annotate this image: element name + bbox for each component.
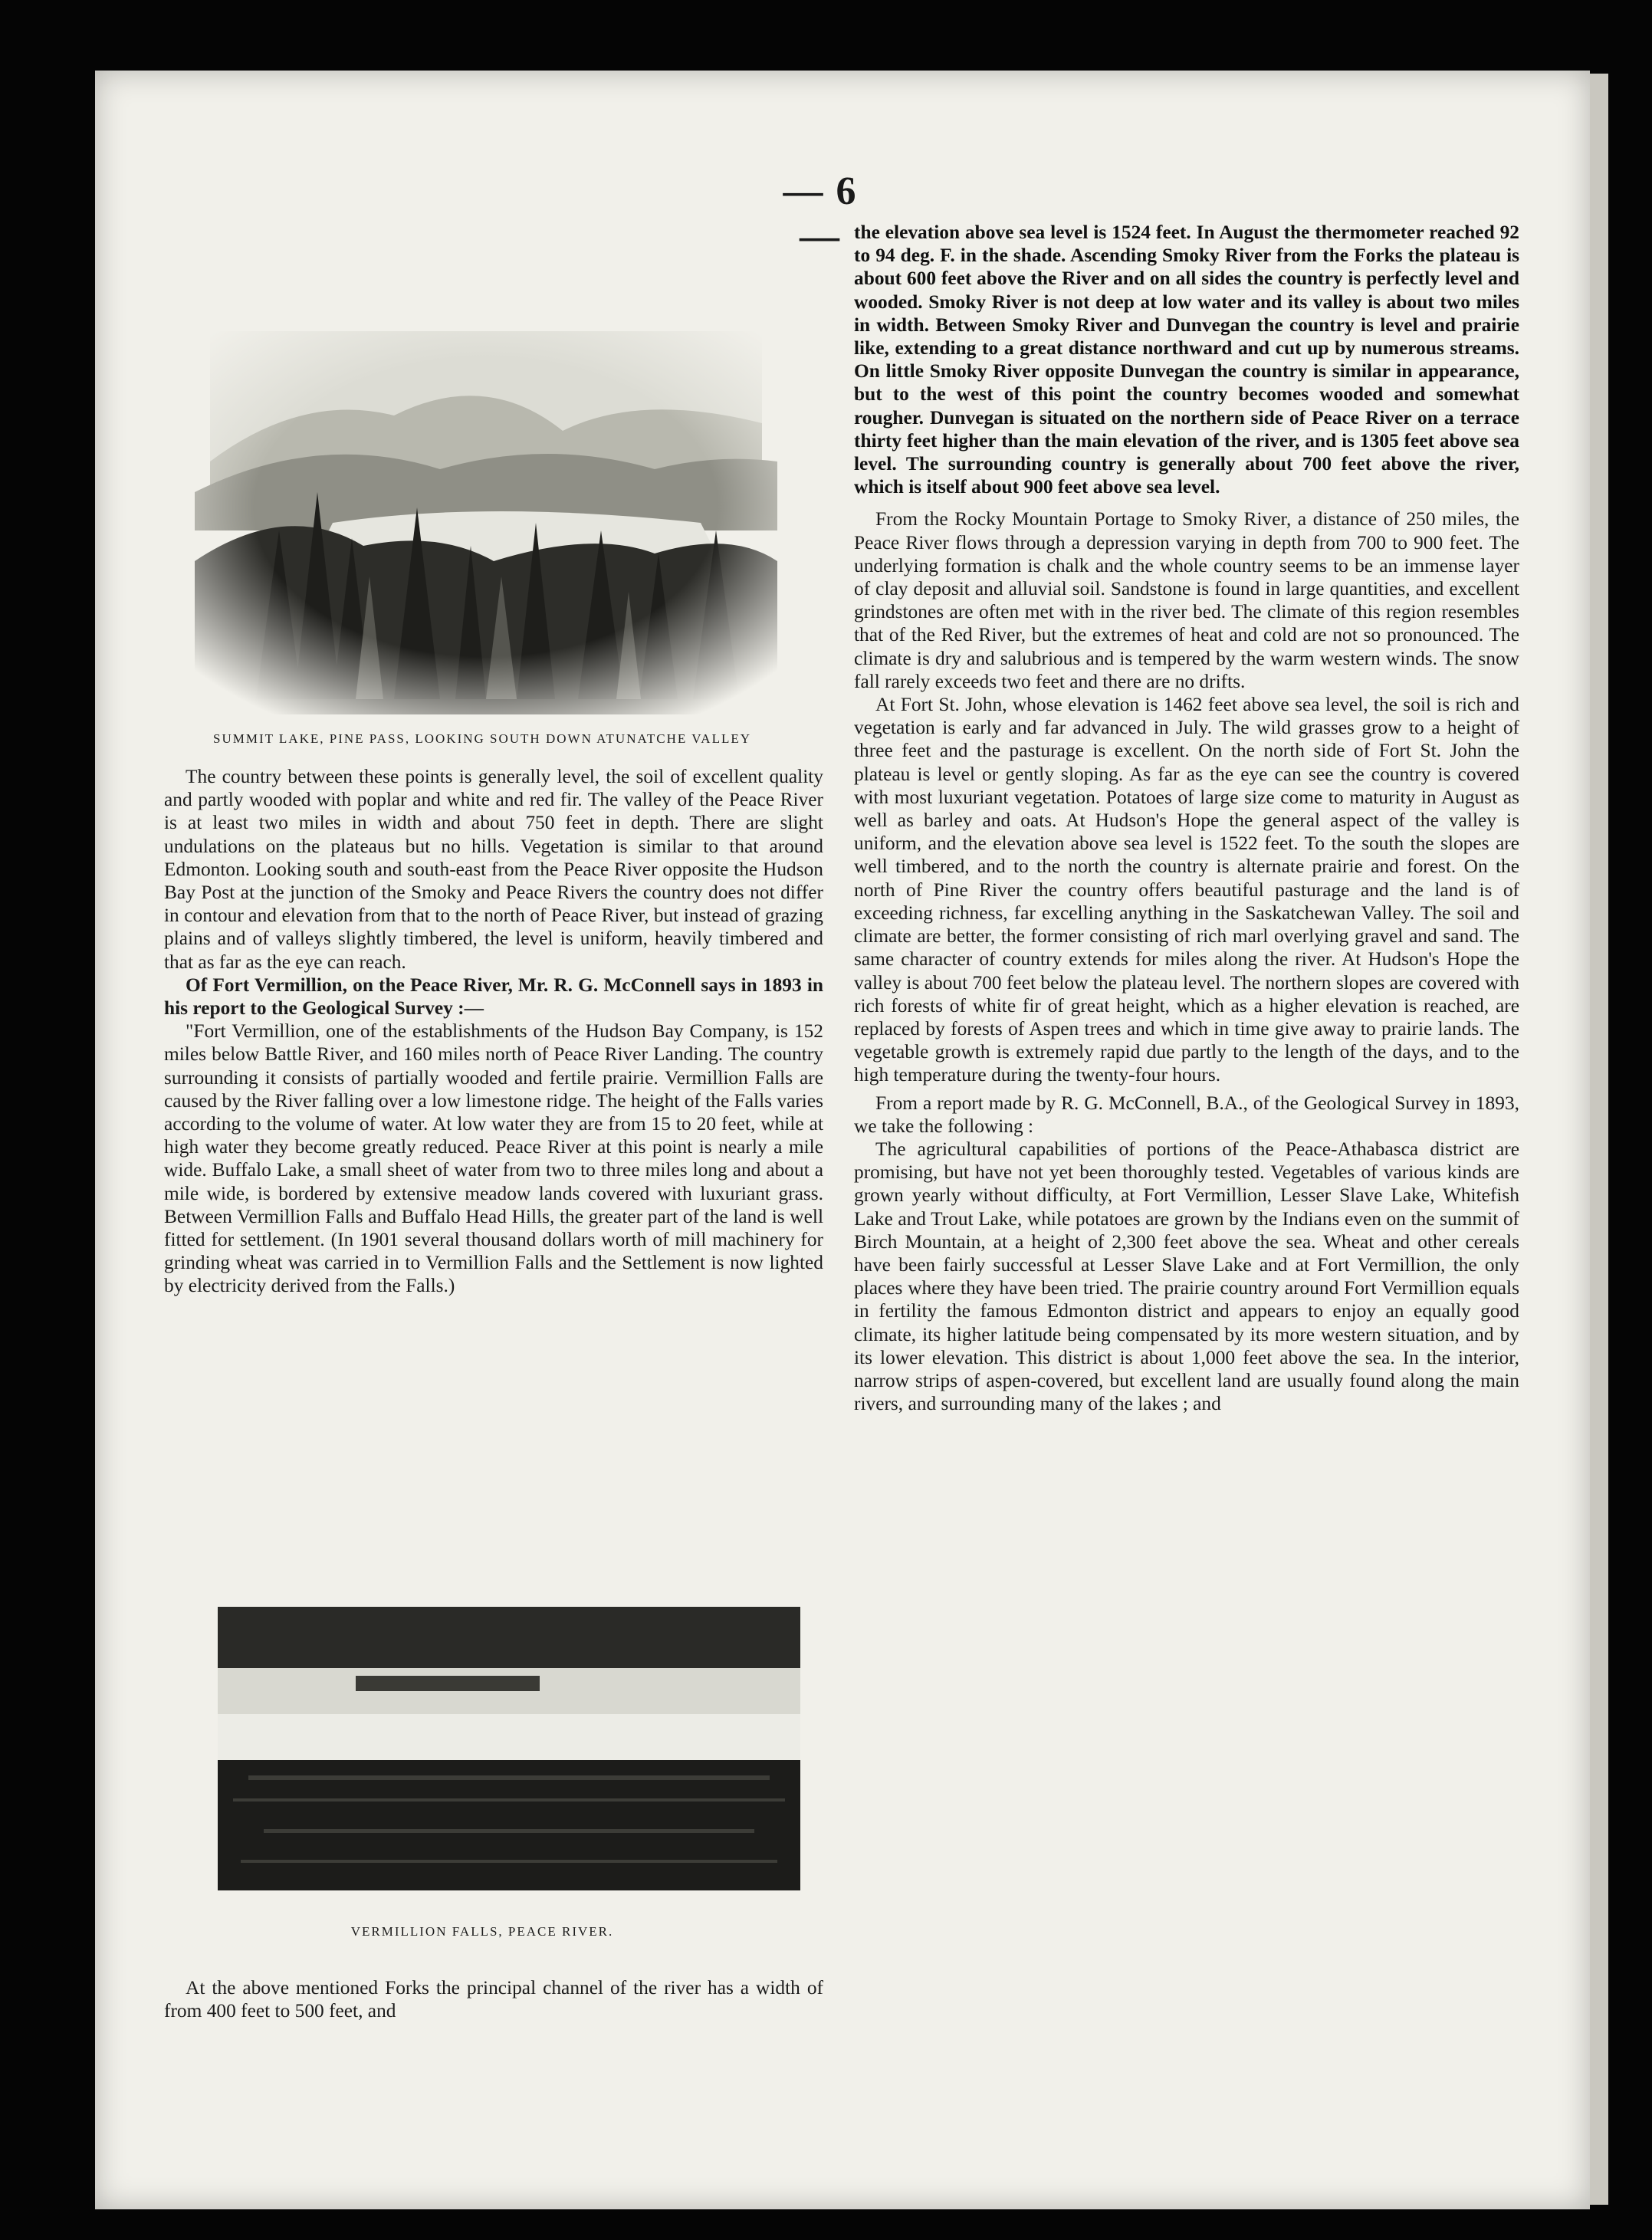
paragraph: The country between these points is generally level, the soil of excellent quality and partly wooded with poplar and white and red fir. The valley of the Peace River is at least two miles in width and about 750 feet in depth. There are slight undulations on the plateaus but no hills. Vegetation is similar to that around Edmonton. Looking south and south-east from the Peace River opposite the Hudson Bay Post at the junction of the Smoky and Peace Rivers the country does not differ in contour and elevation from that to the north of Peace River, but instead of grazing plains and of valleys slightly timbered, the level is uniform, heavily timbered and that as far as the eye can reach. — [164, 766, 823, 973]
figure-caption-summit-lake: SUMMIT LAKE, PINE PASS, LOOKING SOUTH DOWN ATUNATCHE VALLEY — [212, 731, 751, 746]
summit-lake-illustration — [164, 301, 808, 714]
paragraph: Of Fort Vermillion, on the Peace River, Mr. R. G. McConnell says in 1893 in his report to the Geological Survey :— — [164, 974, 823, 1020]
left-column-top — [164, 765, 823, 1298]
left-column-bottom — [164, 1976, 823, 2022]
page-number: — 6 — — [783, 169, 858, 258]
paragraph: From the Rocky Mountain Portage to Smoky River, a distance of 250 miles, the Peace River flows through a depression varying in depth from 700 to 900 feet. The underlying formation is chalk and the whole country seems to be an immense layer of clay deposit and alluvial soil. Sandstone is found in large quantities, and excellent grindstones are often met with in the river bed. The climate of this region resembles that of the Red River, but the extremes of heat and cold are not so pronounced. The climate is dry and salubrious and is tempered by the warm western winds. The snow fall rarely exceeds two feet and there are no drifts. — [854, 508, 1519, 692]
right-column — [854, 221, 1519, 1415]
next-page-edge — [1590, 74, 1608, 2205]
vermillion-falls-illustration — [202, 1591, 816, 1906]
vermillion-falls-photo — [202, 1591, 816, 1906]
paragraph: At Fort St. John, whose elevation is 1462 feet above sea level, the soil is rich and vegetation is early and far advanced in July. The wild grasses grow to a height of three feet and the pasturage is excellent. On the north side of Fort St. John the plateau is level or gently sloping. As far as the eye can see the country is covered with most luxuriant vegetation. Potatoes of large size come to maturity in August as well as barley and oats. At Hudson's Hope the general aspect of the valley is uniform, and the elevation above sea level is 1522 feet. To the south the slopes are well timbered, and to the north the country is alternate prairie and forest. On the north of Pine River the country offers beautiful pasturage and the land is of exceeding richness, far excelling anything in the Saskatchewan Valley. The soil and climate are better, the former consisting of rich marl overlying gravel and sand. The same character of country extends for miles along the river. At Hudson's Hope the valley is about 700 feet below the plateau level. The northern slopes are covered with rich forests of white fir of great height, which as a higher elevation is reached, are replaced by forests of Aspen trees and which in time give away to prairie lands. The vegetable growth is extremely rapid due partly to the length of the days, and to the high temperature during the twenty-four hours. — [854, 694, 1519, 1086]
document-page — [95, 71, 1590, 2209]
paragraph: At the above mentioned Forks the principal channel of the river has a width of from 400 feet to 500 feet, and — [164, 1977, 823, 2022]
summit-lake-photo — [164, 301, 808, 714]
figure-caption-vermillion-falls: VERMILLION FALLS, PEACE RIVER. — [350, 1924, 614, 1939]
paragraph: "Fort Vermillion, one of the establishments of the Hudson Bay Company, is 152 miles below Battle River, and 160 miles north of Peace River Landing. The country surrounding it consists of partially wooded and fertile prairie. Vermillion Falls are caused by the River falling over a low limestone ridge. The height of the Falls varies according to the volume of water. At low water they are from 15 to 20 feet, while at high water they become greatly reduced. Peace River at this point is nearly a mile wide. Buffalo Lake, a small sheet of water from two to three miles long and about a mile wide, is bordered by extensive meadow lands covered with luxuriant grass. Between Vermillion Falls and Buffalo Head Hills, the greater part of the land is well fitted for settlement. (In 1901 several thousand dollars worth of mill machinery for grinding wheat was carried in to Vermillion Falls and the Settlement is now lighted by electricity derived from the Falls.) — [164, 1020, 823, 1297]
paragraph: The agricultural capabilities of portions of the Peace-Athabasca district are promising, but have not yet been thoroughly tested. Vegetables of various kinds are grown yearly without difficulty, at Fort Vermillion, Lesser Slave Lake, Whitefish Lake and Trout Lake, while potatoes are grown by the Indians even on the summit of Birch Mountain, at a height of 2,300 feet above the sea. Wheat and other cereals have been fairly successful at Lesser Slave Lake and at Fort Vermillion, the only places where they have been tried. The prairie country around Fort Vermillion equals in fertility the famous Edmonton district and appears to enjoy an equally good climate, its higher latitude being compensated by its more western situation, and by its lower elevation. This district is about 1,000 feet above the sea. In the interior, narrow strips of aspen-covered, but excellent land are usually found along the main rivers, and surrounding many of the lakes ; and — [854, 1138, 1519, 1415]
paragraph: the elevation above sea level is 1524 feet. In August the thermometer reached 92 to 94 deg. F. in the shade. Ascending Smoky River from the Forks the plateau is about 600 feet above the River and on all sides the country is perfectly level and wooded. Smoky River is not deep at low water and its valley is about two miles in width. Between Smoky River and Dunvegan the country is level and prairie like, extending to a great distance northward and cut up by numerous streams. On little Smoky River opposite Dunvegan the country is similar in appearance, but to the west of this point the country becomes wooded and somewhat rougher. Dunvegan is situated on the northern side of Peace River on a terrace thirty feet higher than the main elevation of the river, and is 1305 feet above sea level. The surrounding country is generally about 700 feet above the river, which is itself about 900 feet above sea level. — [854, 222, 1519, 498]
paragraph: From a report made by R. G. McConnell, B.A., of the Geological Survey in 1893, we take the following : — [854, 1092, 1519, 1137]
